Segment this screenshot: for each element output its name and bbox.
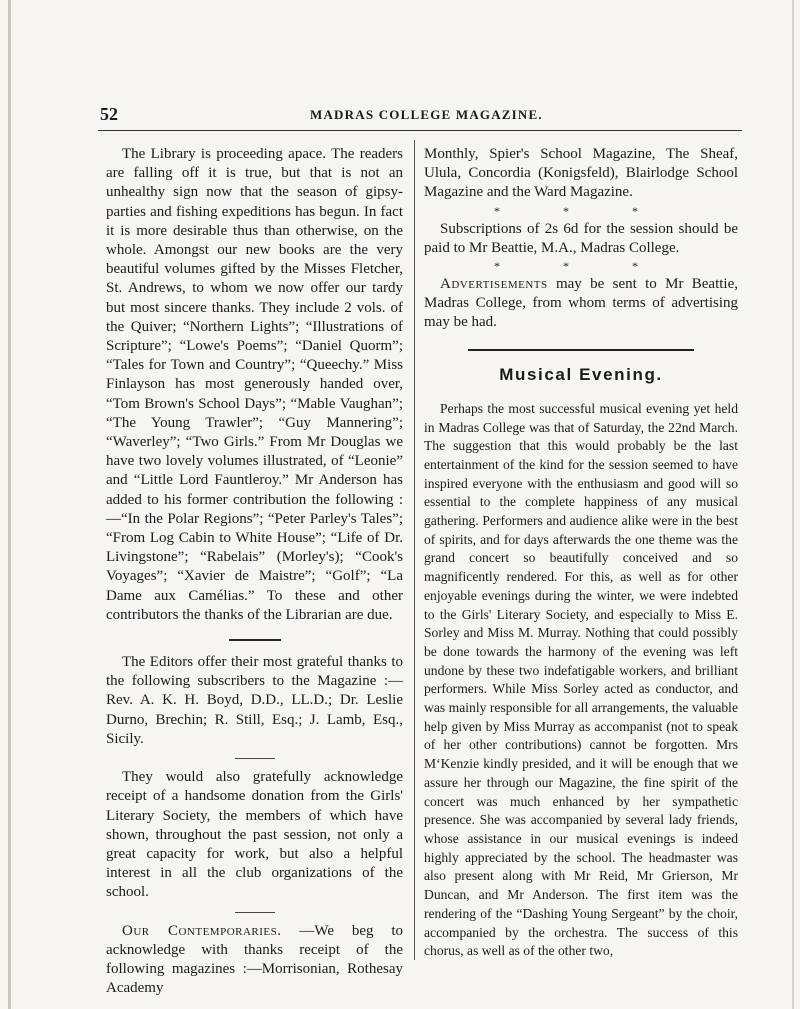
section-rule xyxy=(235,912,275,913)
musical-paragraph: Perhaps the most successful musical evening yet held in Madras College was that of Saturday, the 22nd March. The suggestion that this would probably be the last entertainment of the kind for the session seemed to have inspired everyone with the enthusiasm and good will so essential to the complete happiness of any musical gathering. Performers and audience alike were in the best of spirits, and for days afterwards the one theme was the grand concert so beautifully conceived and so magnificently rendered. For this, as well as for other enjoyable evenings during the winter, we were indebted to the Girls' Literary Society, and especially to Miss E. Sorley and Miss M. Murray. Nothing that could possibly be done towards the harmony of the evening was left undone by these two indefatigable workers, and brilliant performers. While Miss Sorley acted as conductor, and was mainly responsible for all arrangements, the valuable help given by Miss Murray as accompanist (not to speak of her other contributions) cannot be forgotten. Mrs M‘Kenzie kindly presided, and it will be enough that we assure her through our Magazine, the fine spirit of the concert was much enhanced by her sympathetic presence. She was accompanied by several lady friends, whose assistance in our musical evenings is indeed highly appreciated by the school. The headmaster was also present along with Mr Reid, Mr Grierson, Mr Duncan, and Mr Anderson. The first item was the rendering of the “Dashing Young Sergeant” by the choir, accompanied by the orchestra. The success of this chorus, as well as of the other two, xyxy=(424,400,738,959)
editors-paragraph: The Editors offer their most grateful thanks to the following subscribers to the Magazine :—Rev. A. K. H. Boyd, D.D., LL.D.; Dr. Leslie Durno, Brechin; R. Still, Esq.; J. Lamb, Esq., Sicily. xyxy=(106,654,403,747)
page-number: 52 xyxy=(100,104,118,124)
section-rule xyxy=(229,639,281,641)
section-rule xyxy=(235,758,275,759)
contemporaries-paragraph xyxy=(106,922,403,999)
section-heading: Musical Evening. xyxy=(499,364,663,384)
musical-evening-body xyxy=(424,400,738,961)
subscriptions-paragraph: Subscriptions of 2s 6d for the session should be paid to Mr Beattie, M.A., Madras College. xyxy=(424,220,738,256)
advertisements-paragraph xyxy=(424,275,738,333)
column-divider xyxy=(414,140,415,960)
left-column xyxy=(106,145,403,998)
library-paragraph: The Library is proceeding apace. The readers are falling off it is true, but that is not an unhealthy sign now that the season of gipsy-parties and fishing expeditions has begun. In fact it is more desirable thus than otherwise, on the whole. Amongst our new books are the very beautiful volumes gifted by the Misses Fletcher, St. Andrews, to whom we now offer our tardy but most sincere thanks. They include 2 vols. of the Quiver; “Northern Lights”; “Illustrations of Scripture”; “Lowe's Poems”; “Daniel Quorm”; “Tales for Town and Country”; “Queechy.” Miss Finlayson has most generously handed over, “Tom Brown's School Days”; “Mable Vaughan”; “The Young Trawler”; “Guy Mannering”; “Waverley”; “Two Girls.” From Mr Douglas we have two lovely volumes illustrated, of “Leonie” and “Little Lord Fauntleroy.” Mr Anderson has added to his former contribution the following :—“In the Polar Regions”; “Peter Parley's Tales”; “From Log Cabin to White House”; “Life of Dr. Livingstone”; “Rabelais” (Morley's); “Cook's Voyages”; “Xavier de Maistre”; “Golf”; “La Dame aux Camélias.” To these and other contributors the thanks of the Librarian are due. xyxy=(106,146,403,623)
right-column xyxy=(424,145,738,961)
page-edge-left xyxy=(8,0,11,1009)
star-separator: * * * xyxy=(494,259,668,274)
contemporaries-text: —We beg to acknowledge with thanks receipt of the following magazines :—Morrisonian, Rothesay Academy xyxy=(106,922,404,997)
section-rule xyxy=(468,349,694,351)
advertisements-text: may be sent to Mr Beattie, Madras College, from whom terms of advertising may be had. xyxy=(424,276,738,331)
running-title: MADRAS COLLEGE MAGAZINE. xyxy=(310,107,543,122)
star-separator: * * * xyxy=(494,203,668,218)
header-rule xyxy=(98,130,742,131)
donation-paragraph: They would also gratefully acknowledge receipt of a handsome donation from the Girls' Literary Society, the members of which have shown, throughout the past session, not only a great capacity for work, but also a helpful interest in all the club organizations of the school. xyxy=(106,769,403,901)
contemporaries-continued: Monthly, Spier's School Magazine, The Sheaf, Ulula, Concordia (Konigsfeld), Blairlodge School Magazine and the Ward Magazine. xyxy=(424,146,738,201)
page-edge-right xyxy=(792,0,794,1009)
advertisements-label: Advertisements xyxy=(440,276,548,293)
contemporaries-heading: Our Contemporaries. xyxy=(122,922,282,939)
page-header xyxy=(100,104,740,126)
